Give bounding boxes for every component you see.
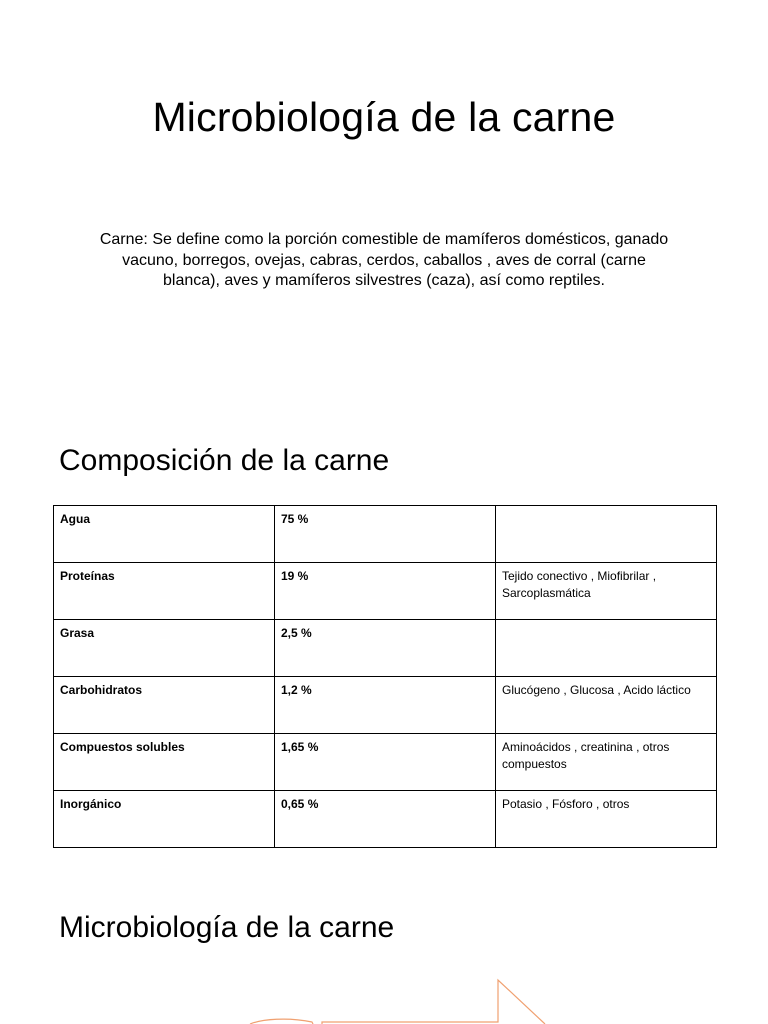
- percentage-cell: 75 %: [275, 506, 496, 563]
- table-row: [54, 791, 717, 848]
- component-cell: Proteínas: [54, 563, 275, 620]
- table-row: [54, 734, 717, 791]
- component-cell: Compuestos solubles: [54, 734, 275, 791]
- component-cell: Agua: [54, 506, 275, 563]
- detail-cell: [496, 620, 717, 677]
- detail-cell: [496, 506, 717, 563]
- component-cell: Carbohidratos: [54, 677, 275, 734]
- component-cell: Grasa: [54, 620, 275, 677]
- arrow-outline: [250, 980, 545, 1024]
- detail-cell: Glucógeno , Glucosa , Acido láctico: [496, 677, 717, 734]
- detail-cell: Tejido conectivo , Miofibrilar , Sarcoplasmática: [496, 563, 717, 620]
- composition-heading: Composición de la carne: [59, 444, 390, 477]
- table-row: [54, 677, 717, 734]
- detail-cell: Potasio , Fósforo , otros: [496, 791, 717, 848]
- table-row: [54, 620, 717, 677]
- component-cell: Inorgánico: [54, 791, 275, 848]
- percentage-cell: 0,65 %: [275, 791, 496, 848]
- table-row: [54, 563, 717, 620]
- microbiology-heading: Microbiología de la carne: [59, 911, 395, 944]
- detail-cell: Aminoácidos , creatinina , otros compuestos: [496, 734, 717, 791]
- percentage-cell: 1,65 %: [275, 734, 496, 791]
- arrow-shape-decoration: [0, 970, 768, 1024]
- page-title: Microbiología de la carne: [152, 94, 616, 140]
- composition-table: [53, 505, 717, 848]
- percentage-cell: 1,2 %: [275, 677, 496, 734]
- definition-paragraph: Carne: Se define como la porción comestible de mamíferos domésticos, ganado vacuno, borregos, ovejas, cabras, cerdos, caballos , aves de corral (carne blanca), aves y mamíferos silvestres (caza), así como reptiles.: [99, 231, 669, 289]
- percentage-cell: 2,5 %: [275, 620, 496, 677]
- percentage-cell: 19 %: [275, 563, 496, 620]
- table-row: [54, 506, 717, 563]
